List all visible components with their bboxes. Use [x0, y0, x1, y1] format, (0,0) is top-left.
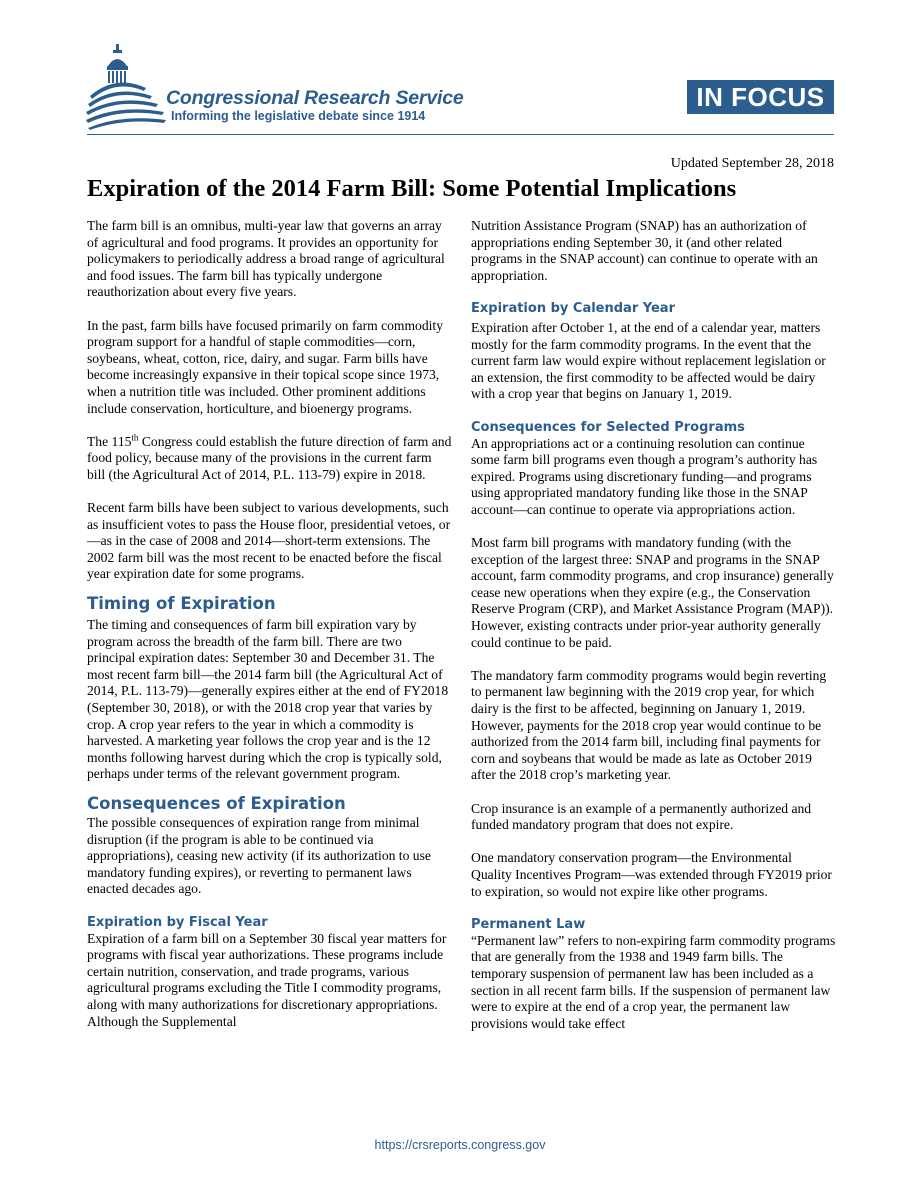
paragraph-appropriations: An appropriations act or a continuing resolution can continue some farm bill programs even though a program’s authority has expired. Programs using discretionary funding—and programs using appropriated mandatory funding like those in the SNAP account—can continue to operate via appropriations action.	[471, 435, 818, 517]
header-divider	[87, 134, 834, 135]
paragraph-permanent-law: “Permanent law” refers to non-expiring farm commodity programs that are generally from the 1938 and 1949 farm bills. The temporary suspension of permanent law has been included as a section in all recent farm bills. If the suspension of permanent law were to expire at the end of a crop year, the permanent law provisions would take effect	[471, 932, 836, 1031]
heading-permanent-law: Permanent Law	[471, 916, 586, 932]
paragraph-recent-developments: Recent farm bills have been subject to various developments, such as insufficient votes to pass the House floor, presidential vetoes, or—as in the case of 2008 and 2014—short-term extensions. The 2002 farm bill was the most recent to be enacted before the fiscal year expiration date for some programs.	[87, 500, 451, 582]
paragraph-115th-congress	[87, 434, 452, 484]
report-header	[0, 0, 920, 140]
paragraph-mandatory-funding: Most farm bill programs with mandatory funding (with the exception of the largest three: SNAP and programs in the SNAP account, farm commodity programs, and crop insurance) generally cease new operations when they expire (e.g., the Conservation Reserve Program (CRP), and Market Assistance Program (MAP)). However, existing contracts under prior-year authority generally could continue to be paid.	[471, 535, 834, 650]
ordinal-suffix: th	[131, 432, 139, 443]
footer-url-link[interactable]: https://crsreports.congress.gov	[374, 1138, 546, 1152]
paragraph-conservation: One mandatory conservation program—the Environmental Quality Incentives Program—was extended through FY2019 prior to expiration, so would not expire like other programs.	[471, 850, 832, 899]
paragraph-fiscal-year: Expiration of a farm bill on a September 30 fiscal year matters for programs with fiscal year authorizations. These programs include certain nutrition, conservation, and trade programs, various agricultural programs excluding the Title I commodity programs, along with many authorizations for discretionary appropriations. Although the Supplemental	[87, 930, 447, 1029]
paragraph-past-farm-bills: In the past, farm bills have focused primarily on farm commodity program support for a handful of staple commodities—corn, soybeans, wheat, cotton, rice, dairy, and sugar. Farm bills have become increasingly expansive in their topical scope since 1973, when a nutrition title was included. Other prominent additions include conservation, horticulture, and bioenergy programs.	[87, 317, 443, 416]
updated-date: Updated September 28, 2018	[670, 156, 834, 171]
heading-selected-programs: Consequences for Selected Programs	[471, 419, 745, 435]
text-segment: Congress could establish the future direction of farm and food policy, because many of the provisions in the current farm bill (the Agricultural Act of 2014, P.L. 113-79) expire in 2018.	[87, 433, 452, 482]
paragraph-consequences: The possible consequences of expiration range from minimal disruption (if the program is able to be continued via appropriations), ceasing new activity (if its authorization to use mandatory funding expires), or reverting to permanent laws enacted decades ago.	[87, 815, 431, 897]
paragraph-intro: The farm bill is an omnibus, multi-year law that governs an array of agricultural and food programs. It provides an opportunity for policymakers to periodically address a broad range of agricultural and food issues. The farm bill has typically undergone reauthorization about every five years.	[87, 218, 445, 300]
right-column	[471, 218, 836, 1049]
text-segment: The 115	[87, 433, 132, 449]
paragraph-crop-insurance: Crop insurance is an example of a permanently authorized and funded mandatory program that does not expire.	[471, 800, 812, 833]
capitol-dome-logo	[86, 44, 166, 130]
heading-timing: Timing of Expiration	[87, 594, 276, 614]
paragraph-commodity-programs: The mandatory farm commodity programs would begin reverting to permanent law beginning with the 2019 crop year, for which dairy is the first to be affected, beginning on January 1, 2019. However, payments for the 2018 crop year would continue to be authorized from the 2014 farm bill, including final payments for corn and soybeans that would be made as late as October 2019 after the 2018 crop’s marketing year.	[471, 667, 827, 783]
document-title: Expiration of the 2014 Farm Bill: Some Potential Implications	[87, 175, 737, 202]
in-focus-badge: IN FOCUS	[687, 80, 834, 114]
heading-fiscal-year: Expiration by Fiscal Year	[87, 914, 268, 930]
paragraph-calendar-year: Expiration after October 1, at the end of a calendar year, matters mostly for the farm commodity programs. In the event that the current farm law would expire without replacement legislation or an extension, the first commodity to be affected would be dairy with a crop year that begins on January 1, 2019.	[471, 319, 826, 402]
heading-calendar-year: Expiration by Calendar Year	[471, 300, 675, 316]
paragraph-timing: The timing and consequences of farm bill expiration vary by program across the breadth of the farm bill. There are two principal expiration dates: September 30 and December 31. The most recent farm bill—the 2014 farm bill (the Agricultural Act of 2014, P.L. 113-79)—generally expires either at the end of FY2018 (September 30, 2018), or with the 2018 crop year that varies by crop. A crop year refers to the year in which a commodity is harvested. A marketing year follows the crop year and is the 12 months following harvest during which the crop is typically sold, perhaps under terms of the relevant government program.	[87, 617, 449, 782]
left-column	[87, 218, 452, 1047]
paragraph-snap: Nutrition Assistance Program (SNAP) has an authorization of appropriations ending September 30, it (and other related programs in the SNAP account) can continue to operate with an appropriation.	[471, 218, 818, 283]
heading-consequences: Consequences of Expiration	[87, 794, 346, 813]
brand-name: Congressional Research Service	[166, 87, 464, 109]
brand-tagline: Informing the legislative debate since 1914	[171, 109, 426, 123]
